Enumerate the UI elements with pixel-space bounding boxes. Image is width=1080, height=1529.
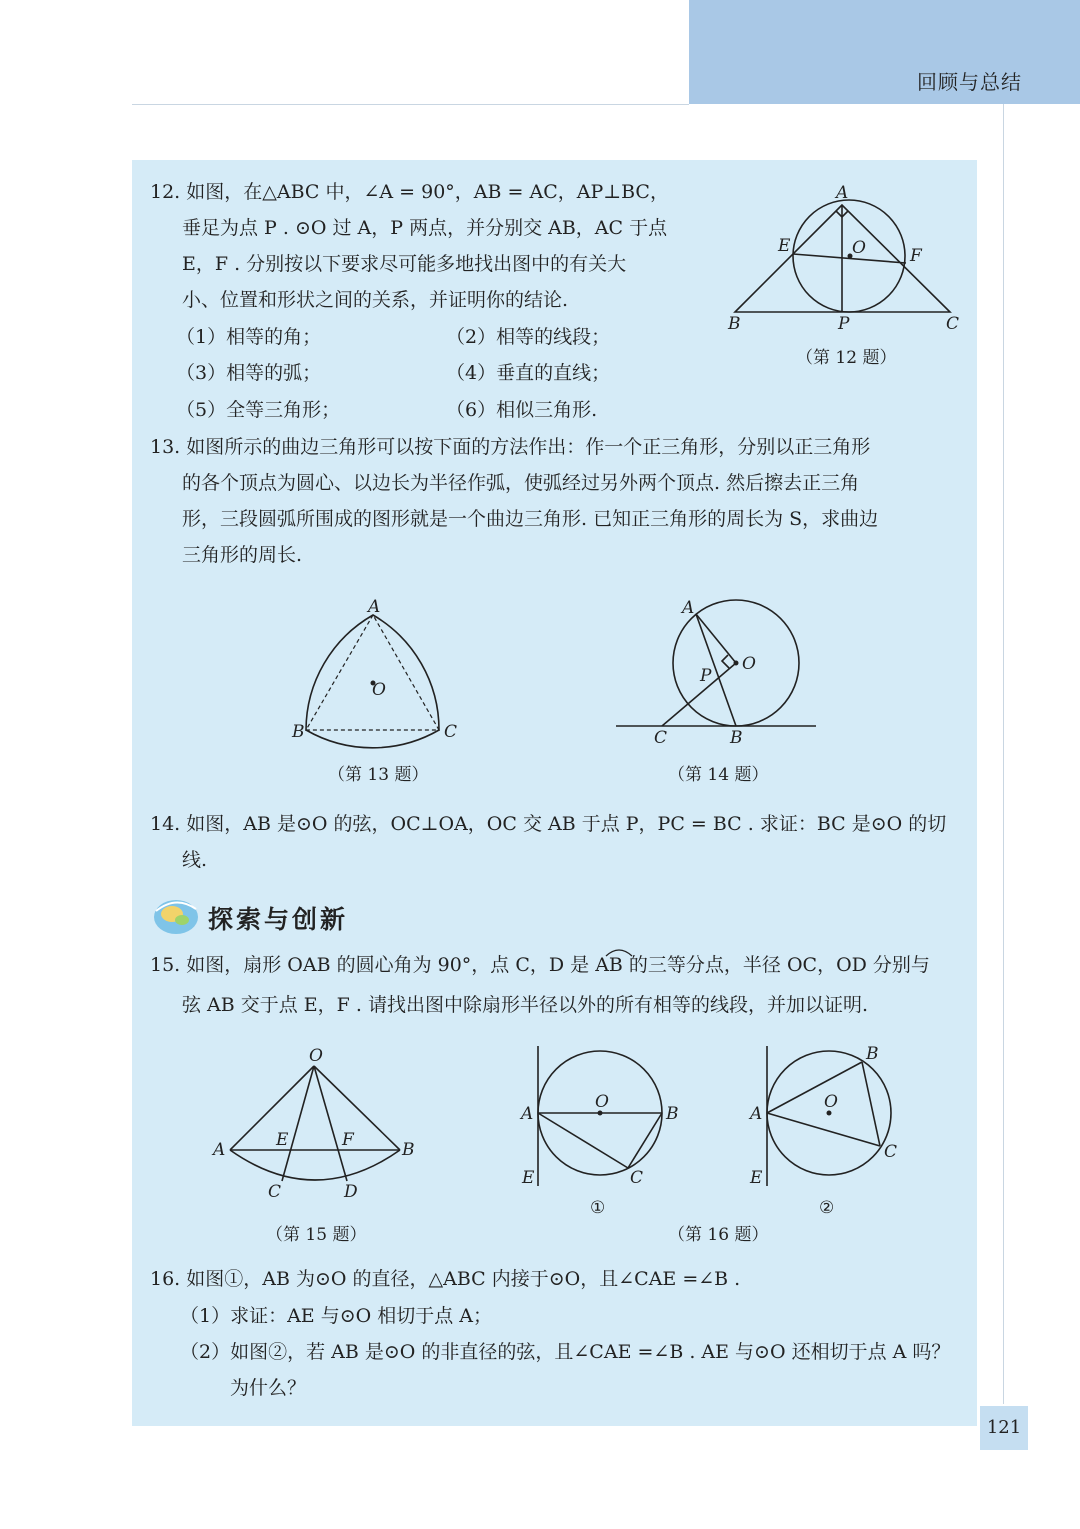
q12-line-2: 垂足为点 P . ⊙O 过 A，P 两点，并分别交 AB，AC 于点 (182, 217, 668, 239)
q15-label-o: O (309, 1046, 323, 1066)
q12-item-1: （1）相等的角； (176, 326, 322, 348)
q12-label-a: A (836, 183, 849, 203)
q14-label-p: P (700, 666, 712, 686)
q15-line-1: 15. 如图，扇形 OAB 的圆心角为 90°，点 C，D 是 AB 的三等分点，半径 OC，OD 分别与 (150, 954, 930, 976)
q14-label-a: A (682, 598, 695, 618)
q12-item-5: （5）全等三角形； (176, 399, 341, 421)
q14-label-b: B (730, 728, 743, 748)
q12-label-o: O (852, 238, 866, 258)
q14-line-2: 线. (182, 849, 208, 871)
q12-label-e: E (778, 236, 791, 256)
q12-item-6: （6）相似三角形. (446, 399, 598, 421)
q13-line-4: 三角形的周长. (182, 544, 303, 566)
q12-line-3: E，F . 分别按以下要求尽可能多地找出图中的有关大 (182, 253, 627, 275)
q15-label-e: E (276, 1130, 289, 1150)
q15-caption: （第 15 题） (266, 1225, 367, 1245)
q15-label-c: C (268, 1182, 282, 1202)
q13-label-c: C (444, 722, 458, 742)
q12-caption: （第 12 题） (796, 348, 897, 368)
q15-line-2: 弦 AB 交于点 E，F . 请找出图中除扇形半径以外的所有相等的线段，并加以证明. (182, 994, 869, 1016)
q12-item-3: （3）相等的弧； (176, 362, 322, 384)
q12-label-f: F (910, 246, 922, 266)
q16-line-1: 16. 如图①，AB 为⊙O 的直径，△ABC 内接于⊙O，且∠CAE =∠B . (150, 1268, 741, 1290)
q15-label-b: B (402, 1140, 415, 1160)
q16-fig1-label-o: O (595, 1092, 609, 1112)
q13-line-1: 13. 如图所示的曲边三角形可以按下面的方法作出：作一个正三角形，分别以正三角形 (150, 436, 871, 458)
q16-fig1-label-c: C (630, 1168, 644, 1188)
q16-sub-1: ① (590, 1198, 606, 1218)
q16-line-2: （1）求证：AE 与⊙O 相切于点 A； (180, 1305, 493, 1327)
q12-label-c: C (946, 314, 960, 334)
q15-label-d: D (344, 1182, 358, 1202)
section-title: 探索与创新 (208, 905, 349, 934)
q12-item-2: （2）相等的线段； (446, 326, 611, 348)
q16-fig1-label-a: A (521, 1104, 534, 1124)
q12-label-b: B (728, 314, 741, 334)
q14-caption: （第 14 题） (668, 765, 769, 785)
q12-line-4: 小、位置和形状之间的关系，并证明你的结论. (182, 289, 569, 311)
page-number: 121 (980, 1406, 1028, 1450)
q12-item-4: （4）垂直的直线； (446, 362, 611, 384)
q13-caption: （第 13 题） (328, 765, 429, 785)
q16-line-4: 为什么？ (230, 1377, 307, 1399)
q16-caption: （第 16 题） (668, 1225, 769, 1245)
header-title: 回顾与总结 (917, 70, 1022, 94)
q13-label-b: B (292, 722, 305, 742)
q12-label-p: P (838, 314, 850, 334)
q16-fig2-label-o: O (824, 1092, 838, 1112)
q13-label-o: O (372, 680, 386, 700)
q15-label-f: F (342, 1130, 354, 1150)
q16-sub-2: ② (819, 1198, 835, 1218)
q16-fig2-label-b: B (866, 1044, 879, 1064)
q12-line-1: 12. 如图，在△ABC 中，∠A = 90°，AB = AC，AP⊥BC， (150, 181, 669, 203)
q16-fig1-label-e: E (522, 1168, 535, 1188)
q14-label-c: C (654, 728, 668, 748)
q14-line-1: 14. 如图，AB 是⊙O 的弦，OC⊥OA，OC 交 AB 于点 P，PC = BC . 求证：BC 是⊙O 的切 (150, 813, 947, 835)
q14-label-o: O (742, 654, 756, 674)
q16-fig2-label-a: A (750, 1104, 763, 1124)
q13-line-2: 的各个顶点为圆心、以边长为半径作弧，使弧经过另外两个顶点. 然后擦去正三角 (182, 472, 860, 494)
q15-label-a: A (213, 1140, 226, 1160)
q13-label-a: A (368, 597, 381, 617)
q16-fig2-label-e: E (750, 1168, 763, 1188)
q16-fig1-label-b: B (666, 1104, 679, 1124)
q16-line-3: （2）如图②，若 AB 是⊙O 的非直径的弦，且∠CAE =∠B . AE 与⊙O 还相切于点 A 吗？ (180, 1341, 951, 1363)
q16-fig2-label-c: C (884, 1142, 898, 1162)
q13-line-3: 形，三段圆弧所围成的图形就是一个曲边三角形. 已知正三角形的周长为 S，求曲边 (182, 508, 879, 530)
